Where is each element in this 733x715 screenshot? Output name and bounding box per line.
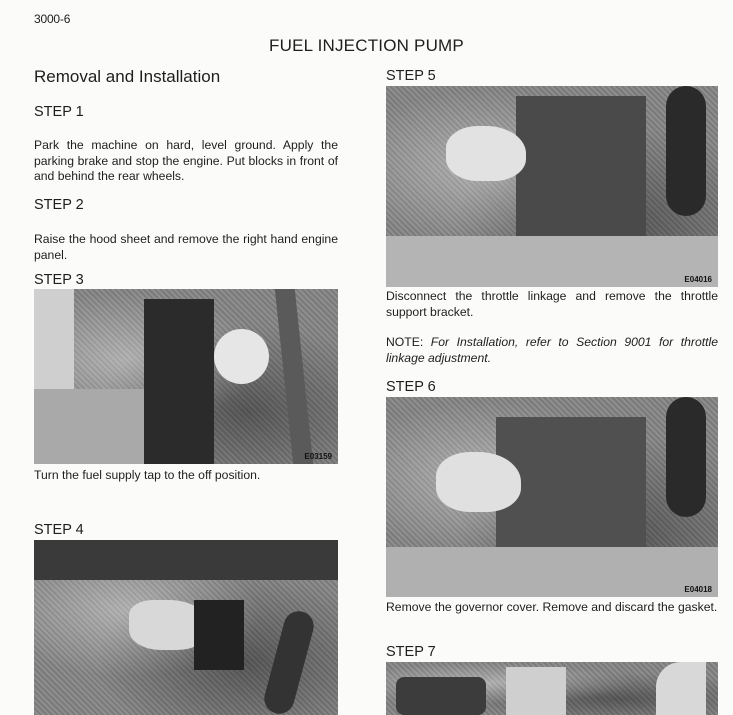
step-3-caption: Turn the fuel supply tap to the off position. [34,468,261,482]
page-number: 3000-6 [34,12,71,26]
step-5-image-code: E04016 [684,275,712,284]
step-1-text: Park the machine on hard, level ground. Apply the parking brake and stop the engine. Put blocks in front of and behind the rear wheels. [34,138,338,183]
step-6-photo [386,397,718,597]
note-label: NOTE: [386,335,424,349]
step-3-heading: STEP 3 [34,272,84,288]
step-5-caption: Disconnect the throttle linkage and remove the throttle support bracket. [386,289,718,319]
step-3-image-code: E03159 [304,452,332,461]
step-6-heading: STEP 6 [386,379,436,395]
section-title: Removal and Installation [34,67,221,86]
step-7-heading: STEP 7 [386,644,436,660]
step-5-note [386,335,718,366]
step-6-image-code: E04018 [684,585,712,594]
step-5-heading: STEP 5 [386,68,436,84]
page-title: FUEL INJECTION PUMP [269,36,464,55]
step-6-caption: Remove the governor cover. Remove and discard the gasket. [386,600,718,614]
step-2-heading: STEP 2 [34,197,84,213]
step-3-photo [34,289,338,464]
step-1-heading: STEP 1 [34,104,84,120]
step-4-heading: STEP 4 [34,522,84,538]
step-2-text: Raise the hood sheet and remove the right hand engine panel. [34,232,338,262]
step-7-photo [386,662,718,715]
step-4-photo [34,540,338,715]
note-text: For Installation, refer to Section 9001 for throttle linkage adjustment. [386,335,718,365]
step-5-photo [386,86,718,287]
